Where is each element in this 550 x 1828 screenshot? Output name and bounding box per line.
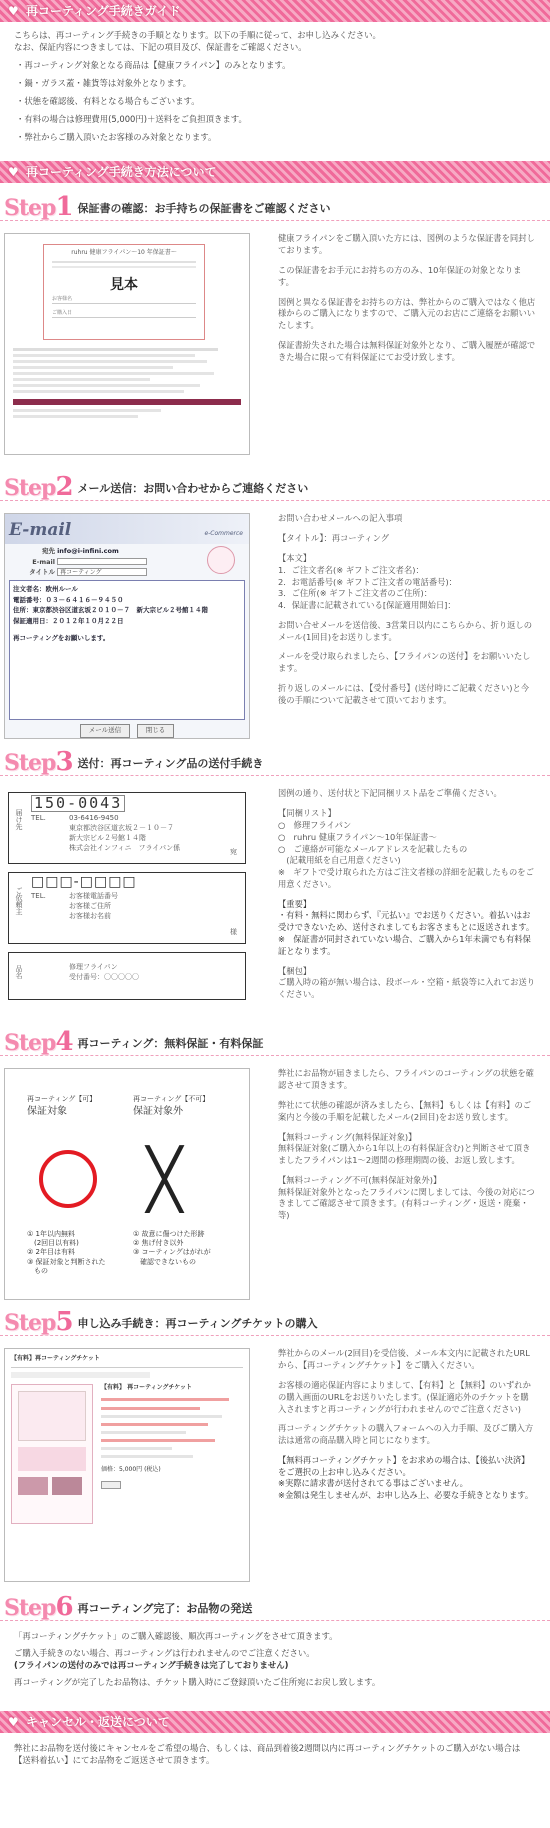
- step-4-text: [250, 1068, 550, 1300]
- title-field[interactable]: 再コーティング: [57, 568, 147, 576]
- ticket-page-title: 【有料】再コーティングチケット: [11, 1355, 243, 1368]
- step-4-para: 弊社にて状態の確認が済みましたら、【無料】もしくは【有料】のご案内と今後の手順を記載したメール(2回目)をお送り致します。: [278, 1100, 532, 1122]
- step-word: Step: [4, 1595, 56, 1622]
- cancel-text: [0, 1733, 550, 1782]
- zip-code: 150-0043: [31, 795, 125, 812]
- heart-icon: ♥: [8, 1715, 19, 1730]
- tel-label: TEL.: [31, 814, 46, 823]
- item-number: 受付番号：〇〇〇〇〇: [69, 973, 139, 982]
- step-3-para: 図例の通り、送付状と下記同梱リスト品をご準備ください。: [278, 788, 502, 799]
- step-2-para: お問い合わせメールへの記入事項: [278, 513, 403, 524]
- step-5-para: お客様の適応保証内容によりまして、【有料】と【無料】のいずれかの購入画面のURLをお送りいたします。(保証適応外のチケットを購入されますと再コーティングが行われませんのでご注意ください): [278, 1380, 531, 1414]
- ok-item: ① 1年以内無料: [27, 1229, 75, 1238]
- body-line: 再コーティングをお願いします。: [13, 634, 110, 643]
- body-line: 電話番号：０３－６４１６－９４５０: [13, 595, 124, 604]
- step-5-para: 再コーティングチケットの購入フォームへの入力手順、及びご購入方法は通常の商品購入時と同じになります。: [278, 1423, 534, 1446]
- ticket-image: [11, 1384, 93, 1524]
- step-3-para: 【同梱リスト】 ○ 修理フライパン ○ ruhru 健康フライパン〜10年保証書〜 ○ ご連絡が可能なメールアドレスを記載したもの (記載用紙を自己用意ください) ※ ギフトで受け取られた方はご注文者様の詳細を記載したものをご用意ください。: [278, 808, 534, 889]
- heart-icon: ♥: [8, 4, 19, 18]
- method-title: 再コーティング手続き方法について: [26, 165, 217, 180]
- email-label: E-mail: [32, 557, 55, 566]
- step-6-text: [0, 1621, 550, 1704]
- step-5-header: [0, 1306, 550, 1336]
- step-1-text: [250, 233, 550, 455]
- intro-line-1: こちらは、再コーティング手続きの手順となります。以下の手順に従って、お申し込みください。: [14, 30, 381, 40]
- ng-heading: 再コーティング【不可】: [133, 1095, 210, 1104]
- recipient-box: [8, 792, 246, 864]
- sender-suffix: 様: [230, 927, 237, 936]
- step-5: [0, 1306, 550, 1591]
- title-label: タイトル: [29, 567, 55, 576]
- ticket-heading: 【有料】 再コーティングチケット: [101, 1383, 192, 1391]
- guide-title: 再コーティング手続きガイド: [26, 4, 181, 18]
- item-box: [8, 952, 246, 1000]
- step-6: [0, 1591, 550, 1711]
- send-mail-button[interactable]: メール送信: [80, 724, 130, 737]
- warranty-header: ruhru 健康フライパン〜10 年保証書〜: [71, 249, 177, 257]
- to-address: info@i-infini.com: [57, 547, 119, 556]
- warranty-field: ご購入日: [52, 310, 196, 318]
- recipient-tel: 03-6416-9450: [69, 814, 119, 823]
- step-5-para: 【無料再コーティングチケット】をお求めの場合は、【後払い決済】をご選択の上お申し込みください。 ※実際に請求書が送付されてる事はございません。 ※金額は発生しませんが、お申し込み上、必要な手続きとなります。: [278, 1454, 534, 1501]
- cancel-title: キャンセル・返送について: [26, 1715, 170, 1730]
- ok-item: (2回目以有料): [27, 1239, 79, 1248]
- to-label: 宛先: [42, 547, 55, 556]
- step-4-para: 【無料コーティング不可(無料保証対象外)】 無料保証対象外となったフライパンに関しましては、今後の対応につきましてご確認させて頂きます。(有料コーティング・返送・廃棄・等): [278, 1174, 535, 1221]
- sender-address: お客様ご住所: [69, 902, 111, 911]
- shipping-label-figure: [4, 788, 250, 1016]
- step-2: [0, 471, 550, 746]
- step-word: Step: [4, 475, 56, 502]
- step-2-text: [250, 513, 550, 739]
- step-2-para: メールを受け取られましたら、【フライパンの送付】をお願いいたします。: [278, 651, 531, 674]
- ng-item: 確認できないもの: [133, 1257, 196, 1266]
- guide-bullets: [14, 60, 536, 144]
- step-2-header: [0, 471, 550, 501]
- cross-icon: ╳: [147, 1144, 182, 1213]
- step-2-para: お問い合せメールを送信後、3営業日以内にこちらから、折り返しのメール(1回目)をお送りします。: [278, 619, 533, 642]
- guide-bullet: ・有料の場合は修理費用(5,000円)＋送料をご負担頂きます。: [16, 113, 247, 124]
- step-word: Step: [4, 750, 56, 777]
- step-6-para: 再コーティングが完了したお品物は、チケット購入時にご登録頂いたご住所宛にお戻し致します。: [14, 1677, 381, 1688]
- step-5-text: [250, 1348, 550, 1582]
- ok-item: ③ 保証対象と判断された: [27, 1257, 106, 1266]
- zip-code-boxes: □□□-□□□□: [31, 874, 137, 891]
- step-1-para: 保証書紛失された場合は無料保証対象外となり、ご購入履歴が確認できた場合に限って有料保証にてお受け致します。: [278, 339, 536, 362]
- step-number: 5: [55, 1307, 74, 1338]
- cancel-para: 弊社にお品物を送付後にキャンセルをご希望の場合、もしくは、商品到着後2週間以内に再コーティングチケットのご購入がない場合は【送料着払い】にてお品物をご返送させて頂きます。: [14, 1743, 521, 1766]
- add-to-cart-button[interactable]: [101, 1481, 121, 1489]
- step-5-para: 弊社からのメール(2回目)を受信後、メール本文内に記載されたURLから、【再コーティングチケット】をご購入ください。: [278, 1348, 530, 1371]
- email-form-figure: [4, 513, 250, 739]
- step-number: 2: [55, 472, 74, 503]
- circle-icon: [39, 1150, 97, 1208]
- step-3-para: 【梱包】 ご購入時の箱が無い場合は、段ボール・空箱・紙袋等に入れてお送りください。: [278, 965, 536, 1000]
- step-word: Step: [4, 1030, 56, 1057]
- recipient-address: 東京都渋谷区道玄坂２－１０－７: [69, 824, 174, 833]
- step-1: [0, 191, 550, 471]
- tel-label: TEL.: [31, 892, 46, 901]
- recipient-label: 届け先: [14, 809, 23, 831]
- item-label: 品名: [14, 965, 23, 980]
- sender-label: ご依頼主: [14, 887, 23, 916]
- email-field[interactable]: [57, 558, 147, 565]
- step-2-para: 【本文】 1．ご注文者名(※ ギフトご注文者名)： 2．お電話番号(※ ギフトご注文者の電話番号)： 3．ご住所(※ ギフトご注文者のご住所)： 4．保証書に記載されている[保証適用開始日]：: [278, 553, 457, 611]
- step-1-para: この保証書をお手元にお持ちの方のみ、10年保証の対象となります。: [278, 265, 522, 287]
- cancel-banner: [0, 1711, 550, 1733]
- item-name: 修理フライパン: [69, 963, 118, 972]
- close-button[interactable]: 閉じる: [137, 724, 175, 737]
- step-title: 送付：再コーティング品の送付手続き: [77, 756, 264, 770]
- step-6-header: [0, 1591, 550, 1621]
- ng-item: ① 故意に傷つけた形跡: [133, 1229, 205, 1238]
- sender-tel: お客様電話番号: [69, 892, 118, 901]
- guide-bullet: ・弊社からご購入頂いたお客様のみ対象となります。: [16, 131, 217, 142]
- guide-intro: [0, 22, 550, 155]
- step-word: Step: [4, 1310, 56, 1337]
- step-title: メール送信：お問い合わせからご連絡ください: [77, 481, 309, 495]
- step-3-header: [0, 746, 550, 776]
- body-line: 注文者名：欧州ルール: [13, 585, 78, 594]
- step-3-para: 【重要】 ・有料・無料に関わらず、『元払い』でお送りください。着払いはお受けできないため、送付されましてもお客さまもとに返送されます。 ※ 保証書が同封されていない場合、ご購入から1年未満でも有料保証となります。: [278, 898, 535, 956]
- step-word: Step: [4, 195, 56, 222]
- warranty-card-figure: [4, 233, 250, 455]
- ng-title: 保証対象外: [133, 1106, 183, 1118]
- method-banner: [0, 161, 550, 183]
- ticket-price: 価格：5,000円 (税込): [101, 1466, 161, 1474]
- step-1-para: 健康フライパンをご購入頂いた方には、図例のような保証書を同封しております。: [278, 233, 535, 256]
- step-4-para: 【無料コーティング(無料保証対象)】 無料保証対象(ご購入から1年以上の有料保証含む)と判断させて頂きましたフライパンは1〜2週間の修理期間の後、お返し致します。: [278, 1131, 531, 1166]
- heart-icon: ♥: [8, 165, 19, 180]
- step-6-para: (フライパンの送付のみでは再コーティング手続きは完了しておりません): [14, 1660, 289, 1671]
- step-1-header: [0, 191, 550, 221]
- warranty-field: お客様名: [52, 296, 196, 304]
- guide-bullet: ・状態を確認後、有料となる場合もございます。: [16, 95, 200, 106]
- ok-title: 保証対象: [27, 1106, 67, 1118]
- step-title: 申し込み手続き：再コーティングチケットの購入: [77, 1316, 318, 1330]
- intro-line-2: なお、保証内容につきましては、下記の項目及び、保証書をご確認ください。: [14, 41, 307, 52]
- step-3: [0, 746, 550, 1026]
- step-3-text: [250, 788, 550, 1016]
- guide-bullet: ・鍋・ガラス蓋・雑貨等は対象外となります。: [16, 77, 191, 88]
- message-body-field[interactable]: [9, 580, 245, 720]
- email-logo: E-mail: [9, 520, 72, 541]
- recipient-suffix: 宛: [230, 847, 237, 856]
- ok-heading: 再コーティング【可】: [27, 1095, 97, 1104]
- step-2-para: 【タイトル】：再コーティング: [278, 533, 390, 544]
- sender-name: お客様お名前: [69, 912, 111, 921]
- guide-banner: [0, 0, 550, 22]
- body-line: 住所：東京都渋谷区道玄坂２０１０－７ 新大宗ビル２号館１４階: [13, 606, 208, 615]
- step-number: 1: [55, 192, 74, 223]
- step-2-para: 折り返しのメールには、【受付番号】(送付時にご記載ください)と今後の手順について記載させて頂いております。: [278, 683, 530, 705]
- recipient-name: 株式会社インフィニ フライパン係: [69, 844, 181, 853]
- step-title: 再コーティング：無料保証・有料保証: [77, 1036, 264, 1050]
- ticket-page-figure: [4, 1348, 250, 1582]
- ecommerce-label: e-Commerce: [204, 530, 243, 538]
- step-1-para: 図例と異なる保証書をお持ちの方は、弊社からのご購入ではなく他店様からのご購入になりますので、ご購入元のお店にご連絡をお願いいたします。: [278, 296, 536, 331]
- recipient-address: 新大宗ビル２号館１４階: [69, 834, 146, 843]
- body-line: [13, 626, 241, 633]
- sender-box: [8, 872, 246, 944]
- step-number: 3: [55, 747, 74, 778]
- ok-item: もの: [27, 1267, 48, 1276]
- ng-item: ③ コーティングはがれが: [133, 1248, 211, 1257]
- guide-bullet: ・再コーティング対象となる商品は【健康フライパン】のみとなります。: [16, 59, 291, 70]
- step-4: [0, 1026, 550, 1306]
- sample-stamp: 見本: [110, 276, 138, 293]
- step-4-para: 弊社にお品物が届きましたら、フライパンのコーティングの状態を確認させて頂きます。: [278, 1068, 534, 1091]
- ng-item: ② 焦げ付き以外: [133, 1239, 184, 1248]
- body-line: 保証適用日：２０１２年１０月２２日: [13, 616, 124, 625]
- step-6-para: ご購入手続きのない場合、再コーティングは行われませんのでご注意ください。: [14, 1648, 315, 1659]
- step-number: 4: [55, 1027, 74, 1058]
- step-title: 再コーティング完了：お品物の発送: [77, 1601, 253, 1615]
- step-4-header: [0, 1026, 550, 1056]
- ok-item: ② 2年目は有料: [27, 1248, 75, 1257]
- step-number: 6: [55, 1592, 74, 1623]
- warranty-judgement-figure: [4, 1068, 250, 1300]
- step-title: 保証書の確認：お手持ちの保証書をご確認ください: [77, 201, 331, 215]
- step-6-para: 「再コーティングチケット」のご購入確認後、順次再コーティングをさせて頂きます。: [14, 1631, 338, 1642]
